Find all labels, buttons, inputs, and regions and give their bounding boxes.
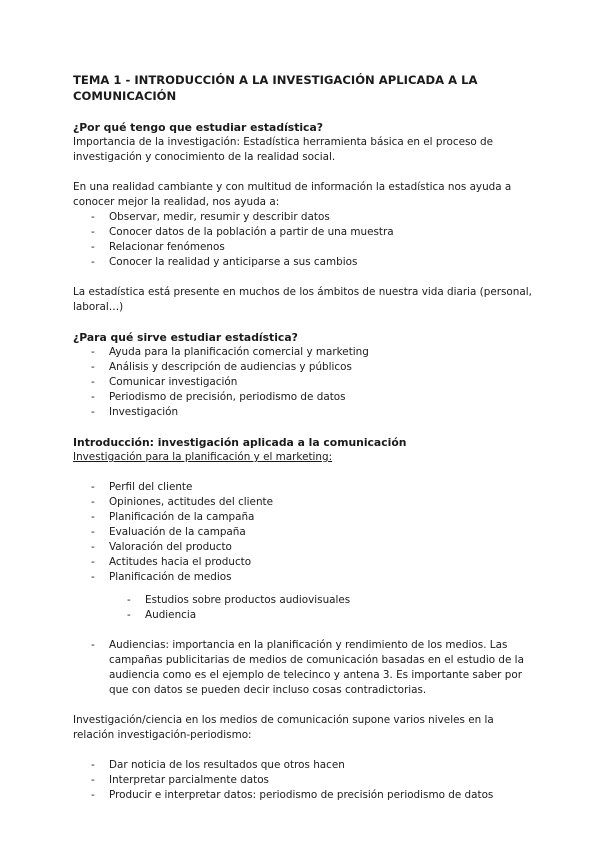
spacer: [73, 315, 533, 330]
document-page: [73, 72, 533, 803]
list-levels: [73, 758, 533, 803]
list-statistics-helps: [73, 210, 533, 270]
list-item: - Producir e interpretar datos: periodismo de precisión periodismo de datos: [73, 788, 533, 803]
list-item: - Relacionar fenómenos: [73, 240, 533, 255]
list-item: - Perfil del cliente: [73, 480, 533, 495]
section-heading-introduction: Introducción: investigación aplicada a la comunicación: [73, 436, 407, 449]
spacer: [73, 270, 533, 285]
subheading-marketing: Investigación para la planificación y el marketing:: [73, 451, 333, 463]
list-item-audiencias: - Audiencias: importancia en la planificación y rendimiento de los medios. Las campañas publicitarias de medios de comunicación basadas en el estudio de la audiencia como es el ejemplo de telecinco y antena 3. Es importante saber por que con datos se pueden decir incluso cosas contradictorias.: [73, 638, 533, 698]
list-item: - Interpretar parcialmente datos: [73, 773, 533, 788]
list-item: - Actitudes hacia el producto: [73, 555, 533, 570]
spacer: [73, 465, 533, 480]
list-item: - Planificación de la campaña: [73, 510, 533, 525]
spacer: [73, 420, 533, 435]
list-item: - Investigación: [73, 405, 533, 420]
spacer: [73, 585, 533, 593]
list-item: - Ayuda para la planificación comercial y marketing: [73, 345, 533, 360]
section-heading-why-statistics: ¿Por qué tengo que estudiar estadística?: [73, 121, 324, 134]
list-item: - Dar noticia de los resultados que otros hacen: [73, 758, 533, 773]
list-item: - Comunicar investigación: [73, 375, 533, 390]
list-item: - Evaluación de la campaña: [73, 525, 533, 540]
list-item: - Planificación de medios: [73, 570, 533, 585]
paragraph-daily-life: La estadística está presente en muchos de los ámbitos de nuestra vida diaria (personal, laboral…): [73, 286, 532, 313]
list-item: - Conocer la realidad y anticiparse a sus cambios: [73, 255, 533, 270]
list-item: - Análisis y descripción de audiencias y públicos: [73, 360, 533, 375]
list-item: - Periodismo de precisión, periodismo de datos: [73, 390, 533, 405]
spacer: [73, 623, 533, 638]
document-title: TEMA 1 - INTRODUCCIÓN A LA INVESTIGACIÓN APLICADA A LA COMUNICACIÓN: [73, 73, 478, 103]
list-item: - Conocer datos de la población a partir de una muestra: [73, 225, 533, 240]
list-uses: [73, 345, 533, 420]
spacer: [73, 698, 533, 713]
paragraph-changing-reality: En una realidad cambiante y con multitud de información la estadística nos ayuda a conocer mejor la realidad, nos ayuda a:: [73, 181, 512, 208]
section-heading-what-for: ¿Para qué sirve estudiar estadística?: [73, 331, 298, 344]
paragraph-science-media: Investigación/ciencia en los medios de comunicación supone varios niveles en la relación investigación-periodismo:: [73, 714, 494, 741]
list-item: - Audiencia: [73, 608, 533, 623]
list-item: - Estudios sobre productos audiovisuales: [73, 593, 533, 608]
paragraph-importance: Importancia de la investigación: Estadística herramienta básica en el proceso de investigación y conocimiento de la realidad social.: [73, 136, 494, 163]
list-audiencias: [73, 638, 533, 698]
list-item: - Observar, medir, resumir y describir datos: [73, 210, 533, 225]
spacer: [73, 165, 533, 180]
list-marketing-research: [73, 480, 533, 585]
spacer: [73, 743, 533, 758]
list-item: - Valoración del producto: [73, 540, 533, 555]
list-media-planning: [73, 593, 533, 623]
list-item: - Opiniones, actitudes del cliente: [73, 495, 533, 510]
